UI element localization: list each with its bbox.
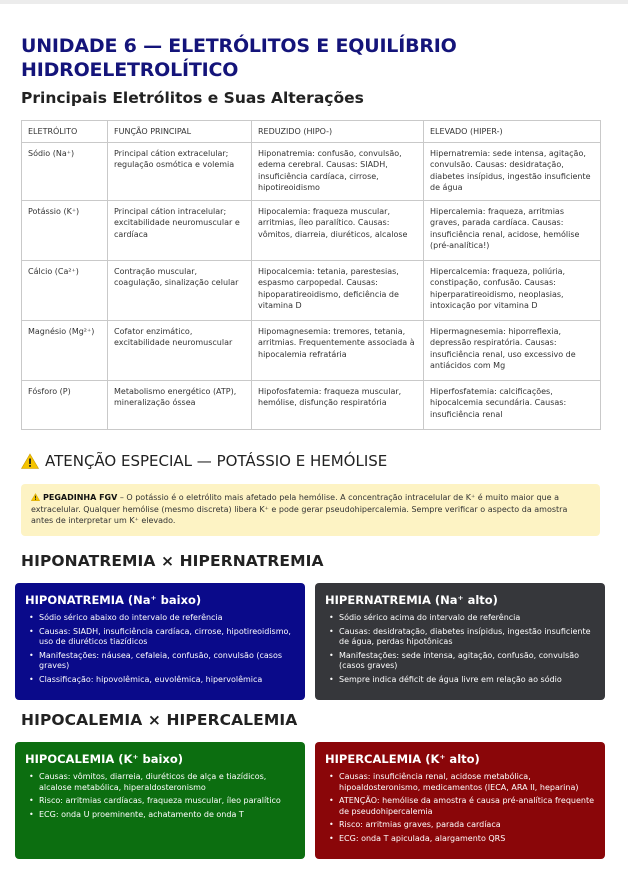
table-header-cell: ELEVADO (HIPER-): [424, 121, 601, 143]
list-item: • ECG: onda T apiculada, alargamento QRS: [325, 834, 595, 845]
card-title: HIPERCALEMIA (K⁺ alto): [325, 752, 480, 766]
table-row: [22, 260, 601, 320]
table-cell: Hipofosfatemia: fraqueza muscular, hemólise, disfunção respiratória: [252, 380, 424, 429]
card-title: HIPONATREMIA (Na⁺ baixo): [25, 593, 202, 607]
calemia-heading: HIPOCALEMIA × HIPERCALEMIA: [21, 711, 298, 729]
list-item: • Causas: desidratação, diabetes insípidus, ingestão insuficiente de água, perdas hipotônicas: [325, 627, 595, 648]
list-item: • Risco: arritmias cardíacas, fraqueza muscular, íleo paralítico: [25, 796, 295, 807]
table-header-cell: ELETRÓLITO: [22, 121, 108, 143]
hyponatremia-card: [15, 583, 305, 700]
list-item: • Causas: insuficiência renal, acidose metabólica, hipoaldosteronismo, medicamentos (IECA, ARA II, heparina): [325, 772, 595, 793]
table-cell: Principal cátion extracelular; regulação osmótica e volemia: [108, 142, 252, 200]
top-divider: [0, 0, 628, 4]
warning-triangle-icon: [21, 453, 39, 469]
table-row: [22, 142, 601, 200]
natremia-heading: HIPONATREMIA × HIPERNATREMIA: [21, 552, 324, 570]
warning-triangle-icon: [31, 493, 40, 501]
list-item: • Sódio sérico acima do intervalo de referência: [325, 613, 595, 624]
list-item: • Manifestações: sede intensa, agitação, confusão, convulsão (casos graves): [325, 651, 595, 672]
table-cell: Hipernatremia: sede intensa, agitação, convulsão. Causas: desidratação, diabetes insípidus, ingestão insuficiente de água: [424, 142, 601, 200]
table-cell: Hipermagnesemia: hiporreflexia, depressão respiratória. Causas: insuficiência renal, uso excessivo de antiácidos com Mg: [424, 320, 601, 380]
table-cell: Hipercalemia: fraqueza, arritmias graves, parada cardíaca. Causas: insuficiência renal, acidose, hemólise (pré-analítica!): [424, 200, 601, 260]
fgv-alert-box: [21, 484, 600, 536]
table-row: [22, 320, 601, 380]
alert-label: PEGADINHA FGV: [43, 493, 118, 502]
list-item: • Sempre indica déficit de água livre em relação ao sódio: [325, 675, 595, 686]
table-cell: Cálcio (Ca²⁺): [22, 260, 108, 320]
table-row: [22, 200, 601, 260]
table-header-cell: FUNÇÃO PRINCIPAL: [108, 121, 252, 143]
list-item: • Risco: arritmias graves, parada cardíaca: [325, 820, 595, 831]
table-header-row: [22, 121, 601, 143]
list-item: • Causas: vômitos, diarreia, diuréticos de alça e tiazídicos, alcalose metabólica, hiperaldosteronismo: [25, 772, 295, 793]
table-row: [22, 380, 601, 429]
alert-text: – O potássio é o eletrólito mais afetado pela hemólise. A concentração intracelular de K⁺ é muito maior que a extracelular. Qualquer hemólise (mesmo discreta) libera K⁺ e pode gerar pseudohipercalemia. Sempre verificar o aspecto da amostra antes de interpretar um K⁺ elevado.: [31, 493, 568, 525]
table-cell: Magnésio (Mg²⁺): [22, 320, 108, 380]
table-cell: Hiperfosfatemia: calcificações, hipocalcemia secundária. Causas: insuficiência renal: [424, 380, 601, 429]
card-title: HIPOCALEMIA (K⁺ baixo): [25, 752, 184, 766]
hypokalemia-card: [15, 742, 305, 859]
hypernatremia-card: [315, 583, 605, 700]
page-title: UNIDADE 6 — ELETRÓLITOS E EQUILÍBRIO HIDROELETROLÍTICO: [21, 35, 457, 81]
electrolyte-table: [21, 120, 601, 430]
list-item: • Sódio sérico abaixo do intervalo de referência: [25, 613, 295, 624]
table-cell: Metabolismo energético (ATP), mineralização óssea: [108, 380, 252, 429]
page-subtitle: Principais Eletrólitos e Suas Alterações: [21, 89, 364, 107]
card-title: HIPERNATREMIA (Na⁺ alto): [325, 593, 498, 607]
table-cell: Sódio (Na⁺): [22, 142, 108, 200]
table-cell: Hiponatremia: confusão, convulsão, edema cerebral. Causas: SIADH, insuficiência cardíaca, cirrose, hipotireoidismo: [252, 142, 424, 200]
list-item: • ECG: onda U proeminente, achatamento de onda T: [25, 810, 295, 821]
hyperkalemia-card: [315, 742, 605, 859]
table-cell: Principal cátion intracelular; excitabilidade neuromuscular e cardíaca: [108, 200, 252, 260]
table-cell: Cofator enzimático, excitabilidade neuromuscular: [108, 320, 252, 380]
table-cell: Hipocalcemia: tetania, parestesias, espasmo carpopedal. Causas: hipoparatireoidismo, deficiência de vitamina D: [252, 260, 424, 320]
table-cell: Fósforo (P): [22, 380, 108, 429]
list-item: • Causas: SIADH, insuficiência cardíaca, cirrose, hipotireoidismo, uso de diuréticos tiazídicos: [25, 627, 295, 648]
table-cell: Hipocalemia: fraqueza muscular, arritmias, íleo paralítico. Causas: vômitos, diarreia, diuréticos, alcalose: [252, 200, 424, 260]
list-item: • Classificação: hipovolêmica, euvolêmica, hipervolêmica: [25, 675, 295, 686]
list-item: • Manifestações: náusea, cefaleia, confusão, convulsão (casos graves): [25, 651, 295, 672]
attention-heading: [21, 452, 387, 470]
table-cell: Hipomagnesemia: tremores, tetania, arritmias. Frequentemente associada à hipocalemia refratária: [252, 320, 424, 380]
table-cell: Hipercalcemia: fraqueza, poliúria, constipação, confusão. Causas: hiperparatireoidismo, neoplasias, intoxicação por vitamina D: [424, 260, 601, 320]
table-header-cell: REDUZIDO (HIPO-): [252, 121, 424, 143]
table-cell: Contração muscular, coagulação, sinalização celular: [108, 260, 252, 320]
table-cell: Potássio (K⁺): [22, 200, 108, 260]
attention-heading-text: ATENÇÃO ESPECIAL — POTÁSSIO E HEMÓLISE: [45, 452, 388, 470]
list-item: • ATENÇÃO: hemólise da amostra é causa pré-analítica frequente de pseudohipercalemia: [325, 796, 595, 817]
